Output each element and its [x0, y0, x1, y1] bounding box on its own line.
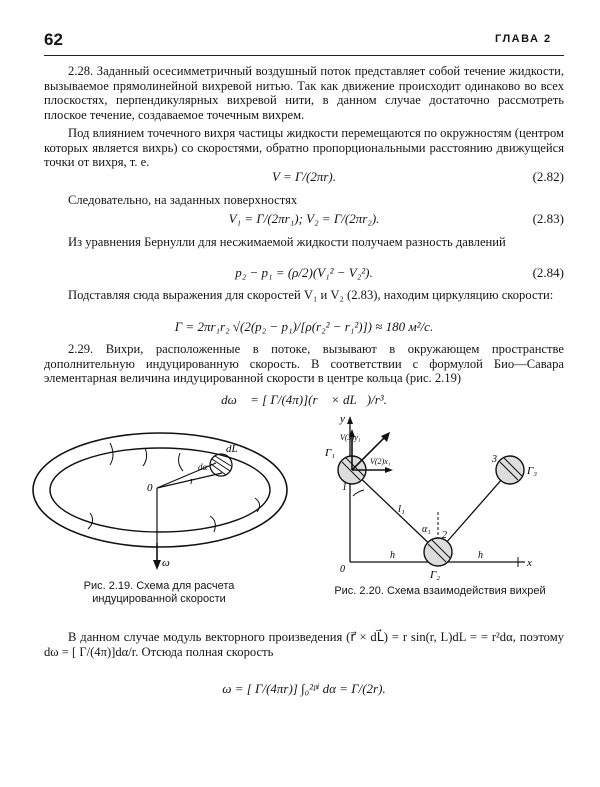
equation-number: (2.82) — [532, 169, 564, 184]
caption-fig-2-19: Рис. 2.19. Схема для расчета индуцированной скорости — [83, 580, 235, 605]
label-r: r — [190, 475, 195, 487]
y-arrowhead — [347, 416, 353, 424]
page-number: 62 — [44, 30, 63, 49]
label-vy: V(3)y₁ — [340, 433, 361, 442]
label-omega: ω — [162, 557, 170, 569]
label-origin: 0 — [340, 564, 345, 575]
figure-2-20 — [320, 412, 560, 582]
equation-total-velocity — [44, 680, 564, 698]
label-gamma-3: Γ₃ — [527, 465, 538, 477]
flow-arrow — [210, 516, 215, 532]
paragraph-surfaces: Следовательно, на заданных поверхностях — [68, 193, 298, 207]
figure-2-19 — [30, 418, 312, 578]
vortex-2 — [424, 538, 452, 566]
label-h-left: h — [390, 550, 395, 561]
label-gamma-1: Γ₁ — [325, 447, 336, 459]
flow-arrow — [110, 443, 113, 465]
line-1-2 — [352, 470, 438, 552]
equation-formula: V₁ = Γ/(2πr₁); V₂ = Γ/(2πr₂). — [228, 211, 380, 226]
equation-number: (2.83) — [532, 211, 564, 226]
caption-fig-2-20: Рис. 2.20. Схема взаимодействия вихрей — [334, 585, 546, 597]
ring-outer — [33, 433, 287, 547]
flow-arrow — [143, 448, 147, 466]
equation-biot-savart — [44, 391, 564, 409]
label-vx: V(2)x₁ — [370, 457, 391, 466]
flow-arrow — [88, 513, 93, 529]
header-rule — [44, 55, 564, 56]
label-h-right: h — [478, 550, 483, 561]
chapter-title: ГЛАВА 2 — [495, 33, 552, 45]
label-gamma-2: Γ₂ — [430, 569, 441, 581]
label-alpha-1: α₁ — [422, 524, 431, 535]
equation-formula: dω⃗ = [ Γ/(4π)](r⃗ × dL⃗)/r³. — [221, 392, 387, 407]
equation-number: (2.84) — [532, 265, 564, 280]
label-node-2: 2 — [442, 530, 447, 541]
omega-arrowhead — [153, 560, 161, 570]
paragraph-bernoulli: Из уравнения Бернулли для несжимаемой жидкости получаем разность давлений — [68, 235, 506, 249]
label-dl: dL — [226, 443, 238, 455]
equation-formula: p₂ − p₁ = (ρ/2)(V₁² − V₂²). — [235, 265, 373, 280]
paragraph-2-28: 2.28. Заданный осесимметричный воздушный поток представляет собой течение жидкости, вызываемое прямолинейной вихревой нитью. Так как движение происходит одинаково во всех плоскостях, перпендикулярных вихревой нити, в данном случае достаточно рассмотреть плоское течение, создаваемое точечным вихрем. — [44, 64, 564, 122]
flow-arrow — [179, 453, 183, 471]
label-node-3: 3 — [492, 454, 497, 465]
equation-2-83 — [44, 210, 564, 228]
equation-2-84 — [44, 264, 564, 282]
label-dalpha: dα — [198, 462, 208, 472]
vector-vx-head — [385, 467, 393, 473]
line-2-3 — [438, 470, 510, 552]
paragraph-2-29: 2.29. Вихри, расположенные в потоке, вызывают в окружающем пространстве дополнительную индуцированную скорость. В соответствии с формулой Био—Савара элементарная величина индуцированной скорости в центре кольца (рис. 2.19) — [44, 342, 564, 386]
label-l1: l₁ — [398, 503, 405, 515]
equation-2-82 — [44, 168, 564, 186]
equation-formula: Γ = 2πr₁r₂ √(2(p₂ − p₁)/[ρ(r₂² − r₁²)]) ≈ 180 м²/с. — [174, 319, 434, 334]
equation-circulation — [44, 318, 564, 336]
label-node-1: 1 — [342, 482, 347, 493]
equation-formula: V = Γ/(2πr). — [272, 169, 336, 184]
paragraph-circulation: Подставляя сюда выражения для скоростей V₁ и V₂ (2.83), находим циркуляцию скорости: — [68, 288, 554, 302]
vortex-3 — [496, 456, 524, 484]
paragraph-vector-product: В данном случае модуль векторного произведения (r⃗ × dL⃗) = r sin(r, L)dL = = r²dα, поэтому dω = [ Γ/(4π)]dα/r. Отсюда полная скорость — [44, 630, 564, 659]
hatch — [212, 459, 230, 471]
paragraph-vortex: Под влиянием точечного вихря частицы жидкости перемещаются по окружностям (центром которых является вихрь) со скоростями, обратно пропорциональными расстоянию движущейся точки от вихря, т. е. — [44, 126, 564, 170]
label-y: y — [340, 413, 345, 425]
label-origin: 0 — [147, 482, 153, 494]
equation-formula: ω = [ Γ/(4πr)] ∫₀²ᵖⁱ dα = Γ/(2r). — [222, 681, 386, 696]
ring-inner — [50, 448, 270, 532]
alpha-arc — [353, 490, 364, 496]
label-x: x — [527, 557, 532, 569]
